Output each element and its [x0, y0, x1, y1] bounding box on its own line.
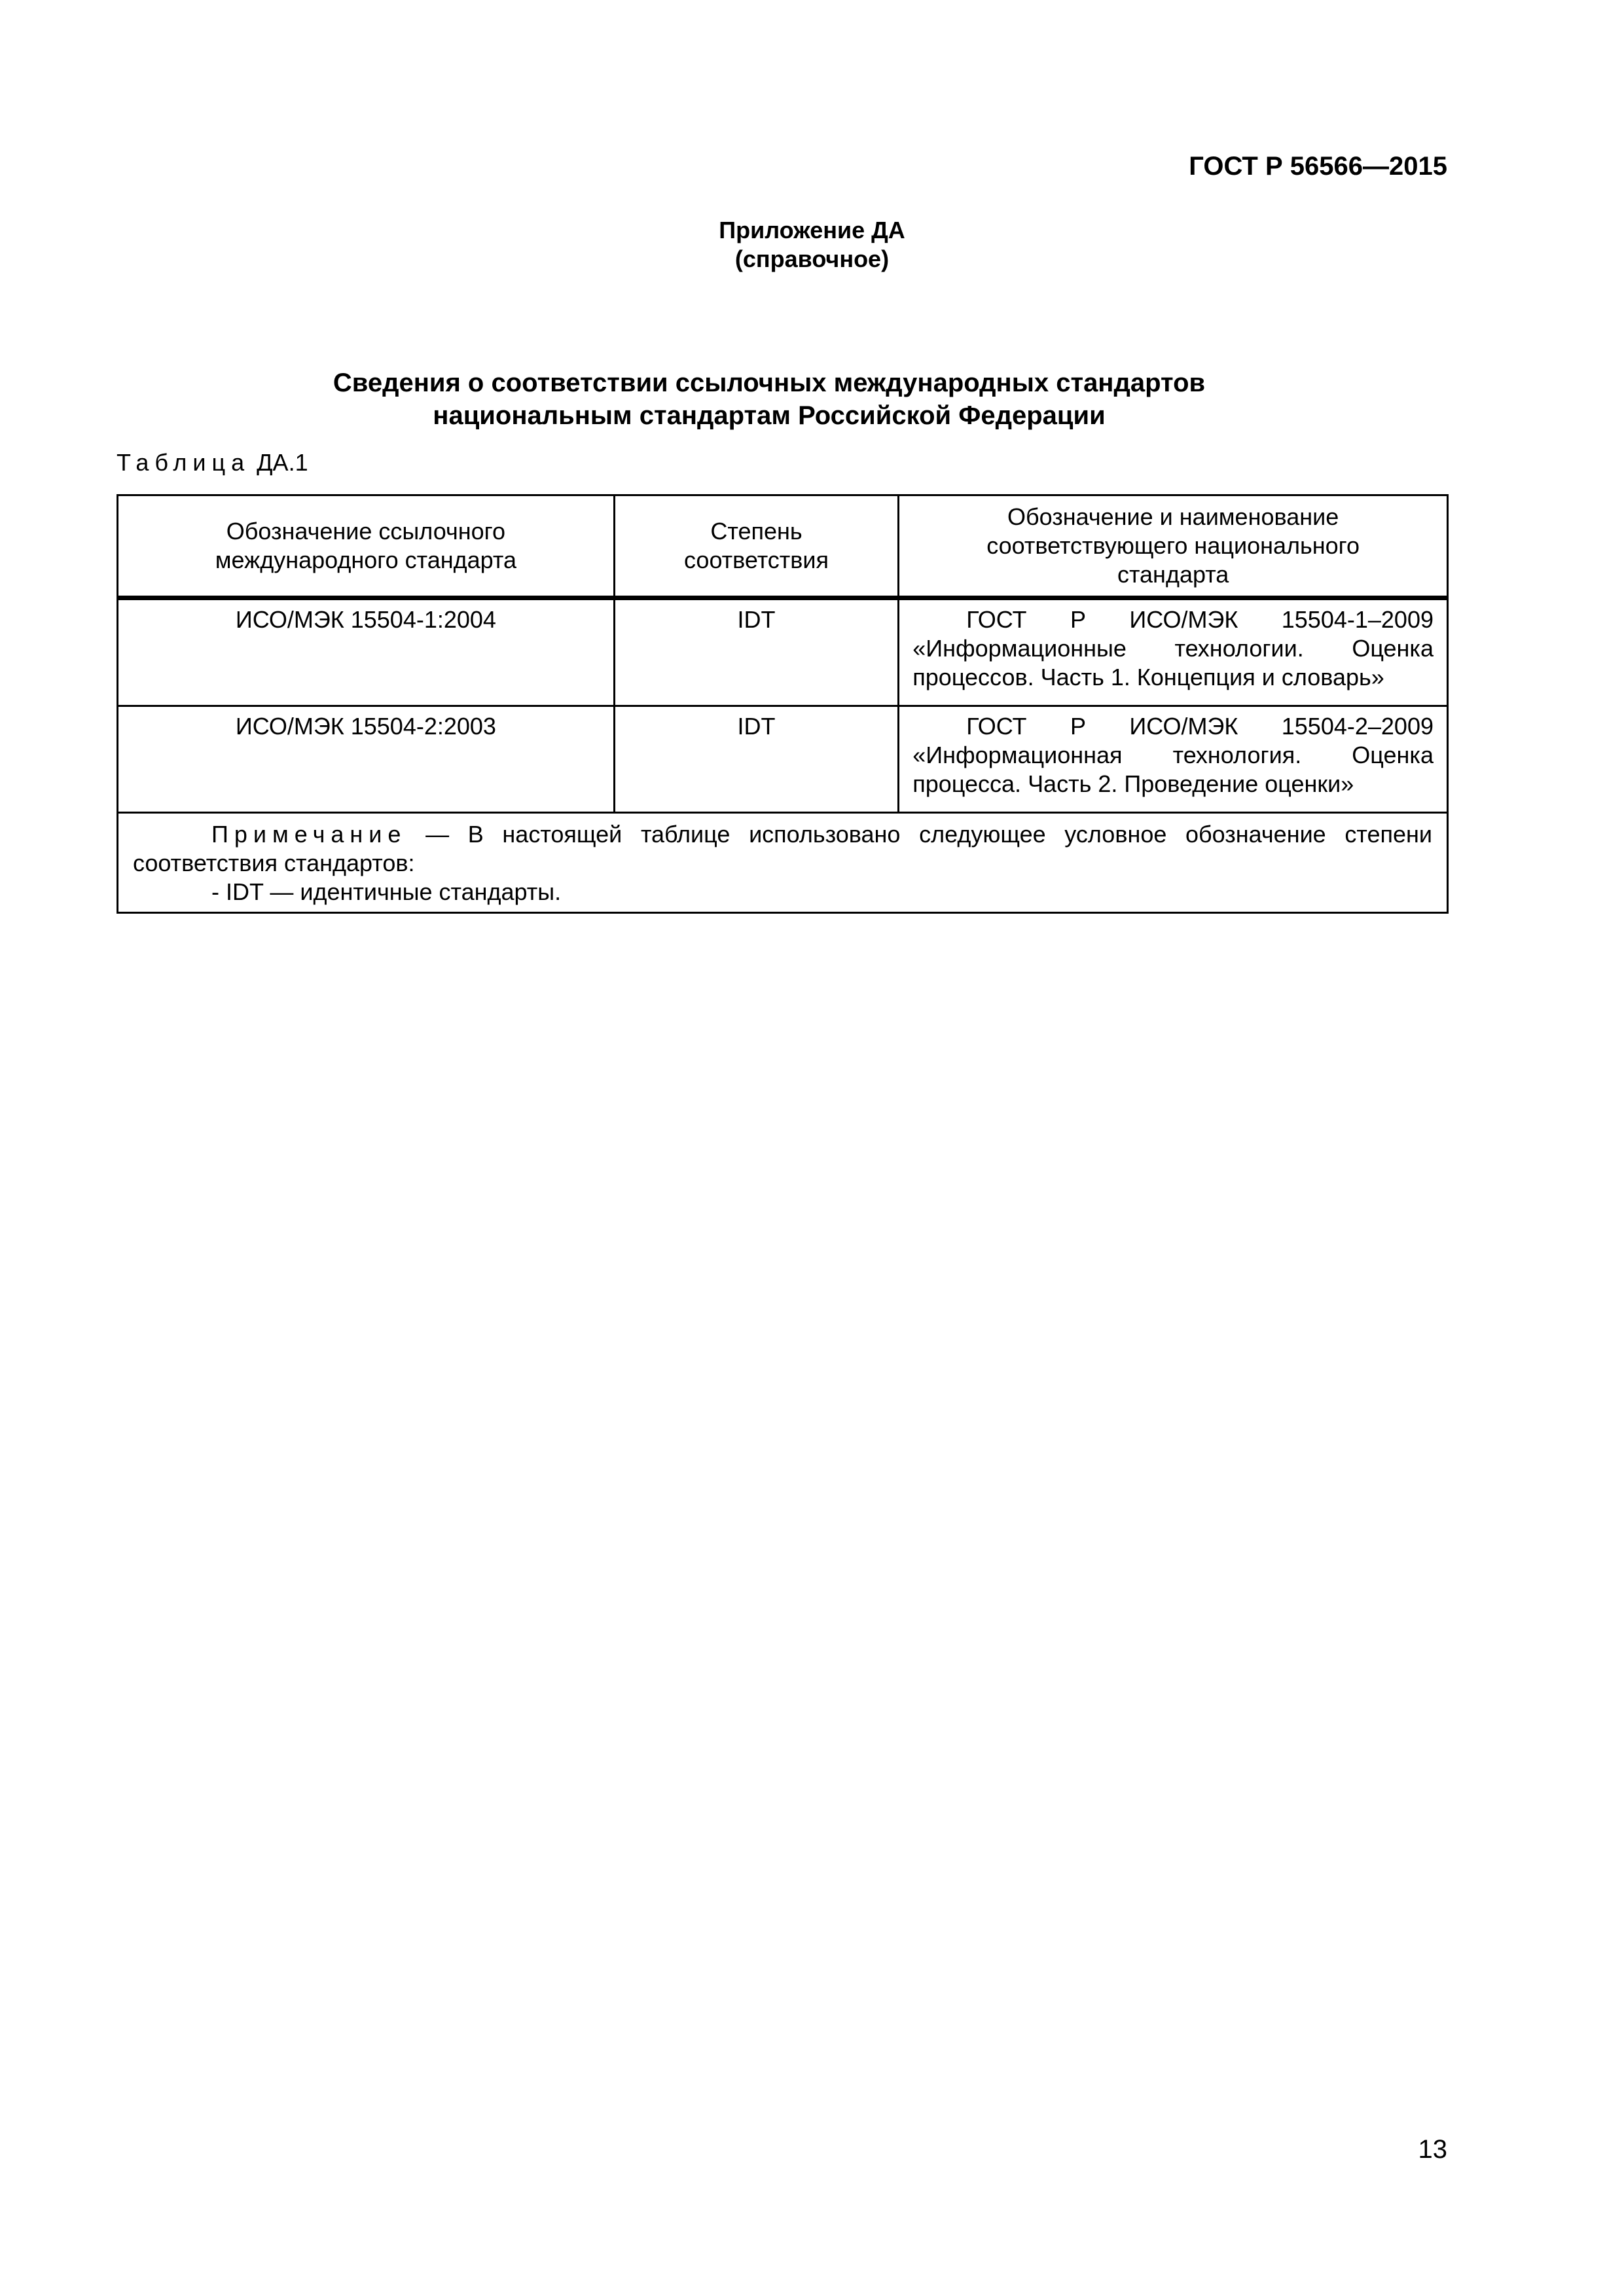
header-degree: [614, 495, 899, 598]
page-number: 13: [1418, 2135, 1447, 2164]
cell-national: ГОСТ Р ИСО/МЭК 15504-2–2009 «Информационная технология. Оценка процесса. Часть 2. Проведение оценки»: [899, 706, 1448, 813]
cell-degree: IDT: [614, 598, 899, 706]
note-item: - IDT — идентичные стандарты.: [211, 878, 562, 905]
document-code: ГОСТ Р 56566—2015: [1189, 152, 1447, 181]
note-body: — В настоящей таблице использовано следующее условное обозначение степени соответствия стандартов:: [133, 821, 1432, 876]
header-international-standard: [118, 495, 615, 598]
table-caption-label: Таблица: [117, 449, 251, 476]
table-caption-number: ДА.1: [257, 449, 308, 476]
note-label: Примечание: [211, 821, 407, 848]
table-row: [118, 598, 1448, 706]
header-col1-line1: Обозначение ссылочного: [226, 518, 505, 545]
section-title-line2: национальным стандартам Российской Федерации: [433, 401, 1106, 430]
appendix-title: Приложение ДА: [719, 217, 905, 243]
cell-degree: IDT: [614, 706, 899, 813]
correspondence-table: [117, 494, 1449, 914]
header-col2-line2: соответствия: [684, 547, 829, 573]
appendix-subtitle: (справочное): [734, 245, 890, 272]
table-caption: [117, 449, 308, 476]
header-col3-line1: Обозначение и наименование: [1007, 503, 1339, 530]
appendix-heading: [0, 216, 1624, 274]
cell-national: ГОСТ Р ИСО/МЭК 15504-1–2009 «Информационные технологии. Оценка процессов. Часть 1. Концепция и словарь»: [899, 598, 1448, 706]
table-note-row: [118, 813, 1448, 913]
cell-international: ИСО/МЭК 15504-1:2004: [118, 598, 615, 706]
cell-international: ИСО/МЭК 15504-2:2003: [118, 706, 615, 813]
header-col3-line3: стандарта: [1117, 561, 1229, 588]
header-col2-line1: Степень: [710, 518, 803, 545]
section-title: [0, 367, 1538, 432]
section-title-line1: Сведения о соответствии ссылочных международных стандартов: [333, 368, 1206, 397]
table-row: [118, 706, 1448, 813]
header-national-standard: [899, 495, 1448, 598]
table-note: [118, 813, 1448, 913]
header-col1-line2: международного стандарта: [215, 547, 516, 573]
table-header-row: [118, 495, 1448, 598]
header-col3-line2: соответствующего национального: [986, 532, 1360, 559]
note-text: [133, 820, 1432, 878]
